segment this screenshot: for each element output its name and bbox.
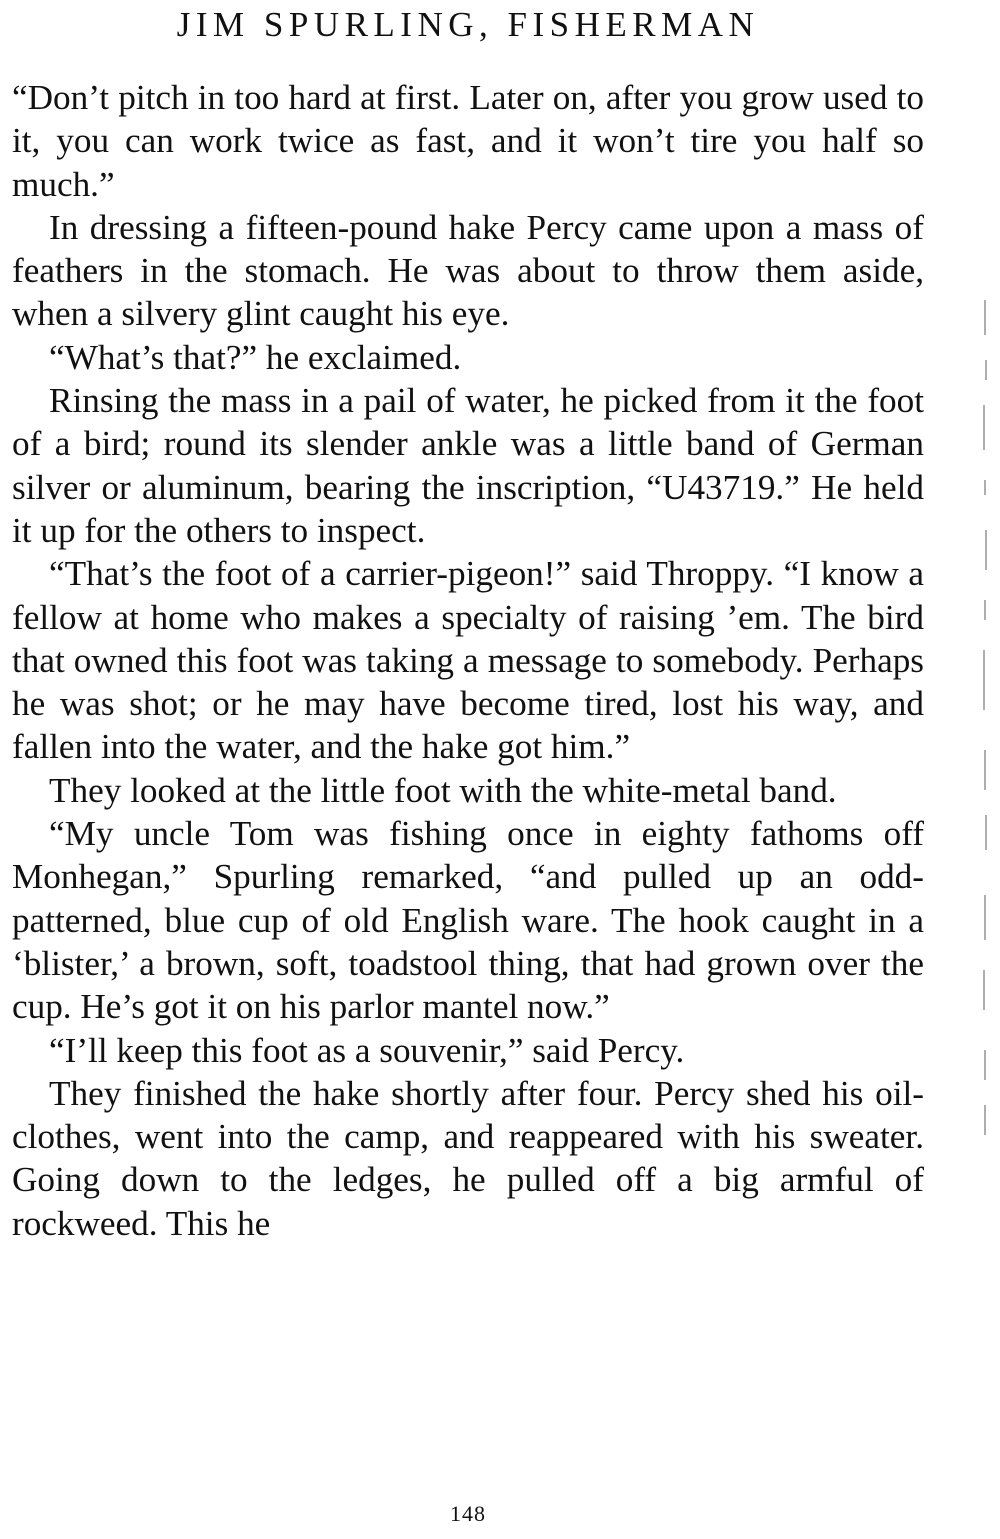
scan-edge-marks [975, 150, 995, 1150]
book-page [12, 0, 924, 1245]
paragraph-5: “That’s the foot of a carrier-pigeon!” said Throppy. “I know a fellow at home who makes a specialty of raising ’em. The bird that owned this foot was taking a message to somebody. Perhaps he was shot; or he may have become tired, lost his way, and fallen into the water, and the hake got him.” [12, 554, 924, 767]
paragraph-2: In dressing a fifteen-pound hake Percy came upon a mass of feathers in the stomach. He was about to throw them aside, when a silvery glint caught his eye. [12, 207, 924, 334]
paragraph-8: “I’ll keep this foot as a souvenir,” said Percy. [49, 1030, 685, 1070]
paragraph-4: Rinsing the mass in a pail of water, he picked from it the foot of a bird; round its slender ankle was a little band of German silver or aluminum, bearing the inscription, “U43719.” He held it up for the others to inspect. [12, 381, 924, 550]
page-number: 148 [450, 1501, 486, 1526]
body-text [12, 76, 924, 1245]
paragraph-7: “My uncle Tom was fishing once in eighty fathoms off Monhegan,” Spurling remarked, “and pulled up an odd-patterned, blue cup of old English ware. The hook caught in a ‘blister,’ a brown, soft, toadstool thing, that had grown over the cup. He’s got it on his parlor mantel now.” [12, 814, 924, 1027]
paragraph-6: They looked at the little foot with the white-metal band. [49, 770, 837, 810]
paragraph-3: “What’s that?” he exclaimed. [49, 337, 462, 377]
paragraph-1: “Don’t pitch in too hard at first. Later on, after you grow used to it, you can work twice as fast, and it won’t tire you half so much.” [12, 78, 924, 204]
running-head: JIM SPURLING, FISHERMAN [176, 5, 760, 44]
paragraph-9: They finished the hake shortly after four. Percy shed his oil-clothes, went into the camp, and reappeared with his sweater. Going down to the ledges, he pulled off a big armful of rockweed. This he [12, 1073, 924, 1243]
